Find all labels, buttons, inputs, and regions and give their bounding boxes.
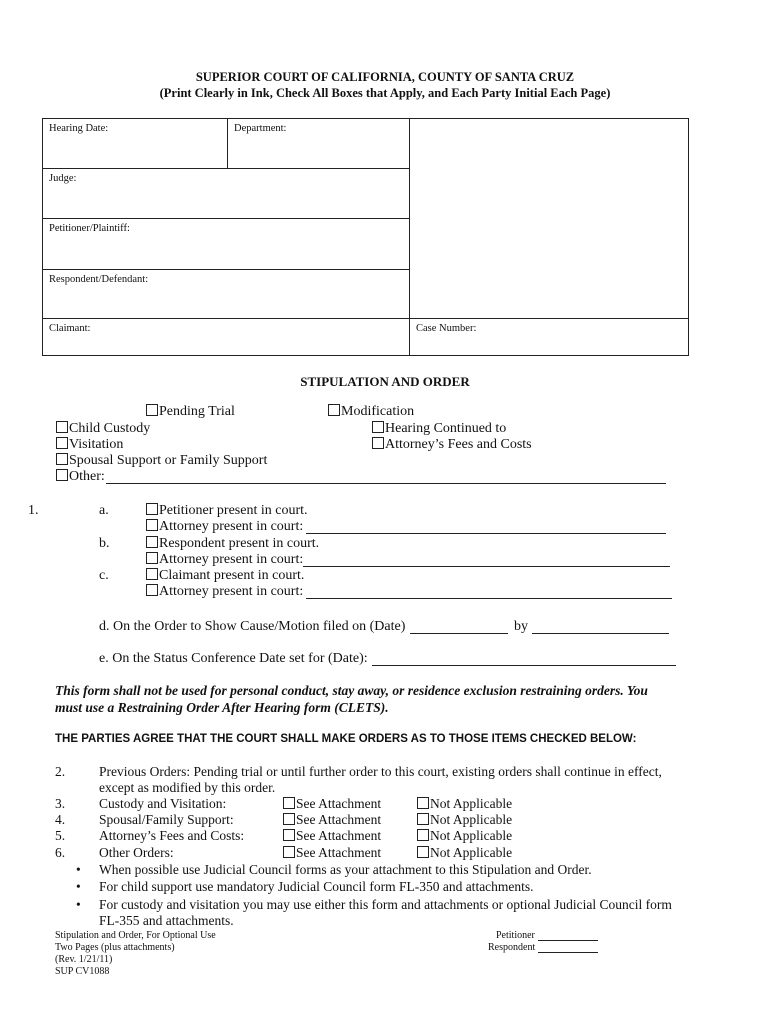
form-instructions: (Print Clearly in Ink, Check All Boxes that Apply, and Each Party Initial Each Page) <box>159 86 611 100</box>
previous-orders-line-1: Previous Orders: Pending trial or until further order to this court, existing orders shall continue in effect, <box>99 764 662 779</box>
petitioner-initials-line[interactable] <box>538 930 598 941</box>
spousal-not-applicable-checkbox[interactable] <box>417 813 429 825</box>
visitation-checkbox[interactable] <box>56 437 68 449</box>
fees-not-applicable-option <box>417 828 512 844</box>
claimant-label: Claimant: <box>49 323 91 334</box>
respondent-field[interactable] <box>43 270 410 319</box>
item-1e-text: e. On the Status Conference Date set for (Date): <box>99 651 368 666</box>
respondent-present-label: Respondent present in court. <box>159 536 320 551</box>
custody-see-attachment-option <box>283 796 381 812</box>
attorney-c-checkbox[interactable] <box>146 584 158 596</box>
respondent-initials-line[interactable] <box>538 942 598 953</box>
footer-revision: (Rev. 1/21/11) <box>55 954 113 965</box>
respondent-present-option <box>146 536 319 552</box>
other-label: Other: <box>69 469 105 484</box>
fees-see-attachment-label: See Attachment <box>296 828 382 843</box>
petitioner-label: Petitioner/Plaintiff: <box>49 223 130 234</box>
claimant-present-label: Claimant present in court. <box>159 568 305 583</box>
caption-box <box>42 118 689 356</box>
petitioner-field[interactable] <box>43 219 410 270</box>
pending-trial-option <box>146 404 235 420</box>
spousal-not-applicable-label: Not Applicable <box>430 812 513 827</box>
hearing-continued-option <box>372 421 506 437</box>
visitation-label: Visitation <box>69 437 124 452</box>
attorney-a-option <box>146 519 303 535</box>
spousal-see-attachment-label: See Attachment <box>296 812 382 827</box>
spousal-see-attachment-checkbox[interactable] <box>283 813 295 825</box>
form-title: STIPULATION AND ORDER <box>300 374 470 389</box>
modification-label: Modification <box>341 404 415 419</box>
attorney-b-label: Attorney present in court: <box>159 552 304 567</box>
visitation-option <box>56 437 123 453</box>
osc-date-line[interactable] <box>410 621 508 634</box>
petitioner-present-checkbox[interactable] <box>146 503 158 515</box>
item-1c-letter: c. <box>99 568 109 583</box>
osc-by-line[interactable] <box>532 621 669 634</box>
bullet-3: • <box>76 897 81 912</box>
attorneys-fees-option <box>372 437 532 453</box>
fees-not-applicable-checkbox[interactable] <box>417 829 429 841</box>
court-stamp-area <box>410 119 688 319</box>
attorney-b-line[interactable] <box>303 554 670 567</box>
attorney-a-label: Attorney present in court: <box>159 519 304 534</box>
other-not-applicable-label: Not Applicable <box>430 845 513 860</box>
custody-visitation-label: Custody and Visitation: <box>99 796 227 811</box>
petitioner-present-label: Petitioner present in court. <box>159 503 308 518</box>
child-custody-option <box>56 421 150 437</box>
hearing-date-field[interactable] <box>43 119 228 169</box>
bullet-3-continuation: FL-355 and attachments. <box>99 913 234 928</box>
claimant-present-checkbox[interactable] <box>146 568 158 580</box>
hearing-date-label: Hearing Date: <box>49 123 109 134</box>
other-line[interactable] <box>106 471 666 484</box>
claimant-present-option <box>146 568 304 584</box>
attorney-a-checkbox[interactable] <box>146 519 158 531</box>
footer-form-code: SUP CV1088 <box>55 966 110 977</box>
agreement-heading: THE PARTIES AGREE THAT THE COURT SHALL MAKE ORDERS AS TO THOSE ITEMS CHECKED BELOW: <box>55 733 637 745</box>
footer-pages: Two Pages (plus attachments) <box>55 942 175 953</box>
hearing-continued-label: Hearing Continued to <box>385 421 507 436</box>
bullet-2: • <box>76 879 81 894</box>
spousal-support-option <box>56 453 267 469</box>
department-field[interactable] <box>228 119 410 169</box>
department-label: Department: <box>234 123 287 134</box>
attorney-b-checkbox[interactable] <box>146 552 158 564</box>
other-checkbox[interactable] <box>56 469 68 481</box>
fees-order-label: Attorney’s Fees and Costs: <box>99 828 245 843</box>
respondent-initials-label: Respondent <box>488 942 536 953</box>
court-name: SUPERIOR COURT OF CALIFORNIA, COUNTY OF SANTA CRUZ <box>195 70 575 84</box>
item-1b-letter: b. <box>99 536 110 551</box>
order-3-number: 3. <box>55 796 66 811</box>
modification-checkbox[interactable] <box>328 404 340 416</box>
fees-not-applicable-label: Not Applicable <box>430 828 513 843</box>
pending-trial-checkbox[interactable] <box>146 404 158 416</box>
warning-line-1: This form shall not be used for personal conduct, stay away, or residence exclusion restraining orders. You <box>55 683 648 698</box>
other-see-attachment-option <box>283 845 381 861</box>
attorney-b-option <box>146 552 303 568</box>
spousal-support-checkbox[interactable] <box>56 453 68 465</box>
custody-see-attachment-label: See Attachment <box>296 796 382 811</box>
respondent-present-checkbox[interactable] <box>146 536 158 548</box>
attorneys-fees-checkbox[interactable] <box>372 437 384 449</box>
attorneys-fees-label: Attorney’s Fees and Costs <box>385 437 532 452</box>
petitioner-present-option <box>146 503 308 519</box>
spousal-support-label: Spousal Support or Family Support <box>69 453 268 468</box>
item-1-number: 1. <box>28 503 39 518</box>
item-1d-text: d. On the Order to Show Cause/Motion filed on (Date) <box>99 619 406 634</box>
judge-label: Judge: <box>49 173 77 184</box>
spousal-not-applicable-option <box>417 812 512 828</box>
other-orders-label: Other Orders: <box>99 845 174 860</box>
warning-line-2: must use a Restraining Order After Hearing form (CLETS). <box>55 700 389 715</box>
hearing-continued-checkbox[interactable] <box>372 421 384 433</box>
fees-see-attachment-option <box>283 828 381 844</box>
modification-option <box>328 404 414 420</box>
status-conference-date-line[interactable] <box>372 653 676 666</box>
spousal-support-order-label: Spousal/Family Support: <box>99 812 234 827</box>
custody-not-applicable-label: Not Applicable <box>430 796 513 811</box>
footer-form-name: Stipulation and Order, For Optional Use <box>55 930 216 941</box>
order-2-number: 2. <box>55 764 66 779</box>
spousal-see-attachment-option <box>283 812 381 828</box>
order-6-number: 6. <box>55 845 66 860</box>
custody-see-attachment-checkbox[interactable] <box>283 797 295 809</box>
bullet-1-text: When possible use Judicial Council forms as your attachment to this Stipulation and Order. <box>99 862 592 877</box>
case-number-label: Case Number: <box>416 323 477 334</box>
bullet-3-text: For custody and visitation you may use either this form and attachments or optional Judicial Council form <box>99 897 672 912</box>
attorney-c-option <box>146 584 303 600</box>
attorney-c-label: Attorney present in court: <box>159 584 304 599</box>
bullet-1: • <box>76 862 81 877</box>
claimant-field[interactable] <box>43 319 410 356</box>
petitioner-initials-label: Petitioner <box>496 930 535 941</box>
bullet-2-text: For child support use mandatory Judicial Council form FL-350 and attachments. <box>99 879 534 894</box>
item-1a-letter: a. <box>99 503 109 518</box>
pending-trial-label: Pending Trial <box>159 404 235 419</box>
order-5-number: 5. <box>55 828 66 843</box>
other-see-attachment-label: See Attachment <box>296 845 382 860</box>
fees-see-attachment-checkbox[interactable] <box>283 829 295 841</box>
other-option <box>56 469 105 485</box>
case-number-field[interactable] <box>410 319 688 356</box>
judge-field[interactable] <box>43 169 410 219</box>
other-not-applicable-option <box>417 845 512 861</box>
custody-not-applicable-checkbox[interactable] <box>417 797 429 809</box>
other-see-attachment-checkbox[interactable] <box>283 846 295 858</box>
custody-not-applicable-option <box>417 796 512 812</box>
respondent-label: Respondent/Defendant: <box>49 274 149 285</box>
attorney-c-line[interactable] <box>306 586 672 599</box>
attorney-a-line[interactable] <box>306 521 666 534</box>
order-4-number: 4. <box>55 812 66 827</box>
child-custody-label: Child Custody <box>69 421 151 436</box>
child-custody-checkbox[interactable] <box>56 421 68 433</box>
other-not-applicable-checkbox[interactable] <box>417 846 429 858</box>
item-1d-by: by <box>514 619 528 634</box>
previous-orders-line-2: except as modified by this order. <box>99 780 276 795</box>
